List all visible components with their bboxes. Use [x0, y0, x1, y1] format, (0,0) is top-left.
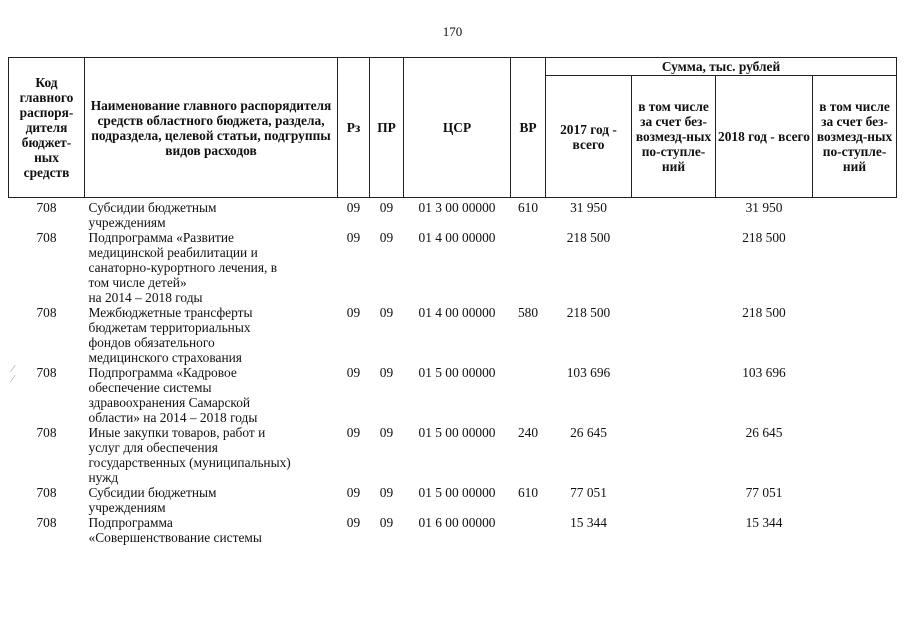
cell-2017-total: 31 950 — [570, 200, 607, 215]
cell-2018-total: 26 645 — [745, 425, 783, 440]
cell-name-line: медицинской реабилитации и — [88, 245, 258, 260]
table-row — [9, 198, 897, 231]
cell-2017-grant — [632, 485, 716, 515]
cell-2018-grant — [813, 515, 897, 545]
cell-2018-total: 15 344 — [745, 515, 783, 530]
header-2018-grant: в том числе за счет без-возмезд-ных по-ступле-ний — [813, 76, 897, 198]
cell-name-line: области» на 2014 – 2018 годы — [88, 410, 258, 425]
cell-code: 708 — [36, 230, 57, 245]
cell-name — [85, 198, 338, 231]
cell-2018-total: 218 500 — [742, 230, 786, 245]
header-vr: ВР — [511, 58, 546, 198]
cell-name — [85, 425, 338, 485]
table-row — [9, 515, 897, 545]
cell-pr: 09 — [379, 425, 394, 440]
cell-code: 708 — [36, 425, 57, 440]
cell-name-line: медицинского страхования — [88, 350, 242, 365]
cell-vr — [511, 365, 546, 425]
cell-rz: 09 — [346, 515, 361, 530]
cell-rz: 09 — [346, 485, 361, 500]
cell-pr: 09 — [379, 485, 394, 500]
cell-name-line: на 2014 – 2018 годы — [88, 290, 203, 305]
cell-vr — [511, 515, 546, 545]
cell-code: 708 — [36, 365, 57, 380]
cell-name — [85, 515, 338, 545]
cell-name-line: государственных (муниципальных) — [88, 455, 291, 470]
cell-pr: 09 — [379, 305, 394, 320]
cell-2018-grant — [813, 365, 897, 425]
cell-name-line: санаторно-курортного лечения, в — [88, 260, 278, 275]
page-number: 170 — [442, 24, 463, 39]
cell-2017-grant — [632, 425, 716, 485]
cell-code: 708 — [36, 305, 57, 320]
cell-pr: 09 — [379, 515, 394, 530]
cell-code: 708 — [36, 515, 57, 530]
cell-pr: 09 — [379, 200, 394, 215]
table-row — [9, 230, 897, 305]
cell-name-line: том числе детей» — [88, 275, 187, 290]
cell-name-line: Подпрограмма «Кадровое — [88, 365, 237, 380]
cell-name-line: услуг для обеспечения — [88, 440, 218, 455]
cell-2017-grant — [632, 198, 716, 231]
table-row — [9, 365, 897, 425]
cell-rz: 09 — [346, 425, 361, 440]
cell-name-line: Субсидии бюджетным — [88, 485, 217, 500]
scan-artifact: ⁄ ⁄ — [12, 364, 14, 385]
cell-2017-grant — [632, 305, 716, 365]
table-body — [9, 198, 897, 546]
cell-name — [85, 230, 338, 305]
cell-2017-total: 77 051 — [570, 485, 607, 500]
cell-name-line: Межбюджетные трансферты — [88, 305, 253, 320]
cell-2018-grant — [813, 305, 897, 365]
cell-csr: 01 3 00 00000 — [418, 200, 496, 215]
cell-vr: 610 — [517, 200, 539, 215]
cell-name-line: «Совершенствование системы — [88, 530, 262, 545]
cell-rz: 09 — [346, 230, 361, 245]
cell-2017-total: 26 645 — [570, 425, 607, 440]
cell-csr: 01 5 00 00000 — [418, 425, 496, 440]
cell-name-line: учреждениям — [88, 215, 166, 230]
table-header — [9, 58, 897, 198]
cell-name-line: Подпрограмма — [88, 515, 173, 530]
cell-name — [85, 485, 338, 515]
cell-2018-grant — [813, 198, 897, 231]
header-2017-grant: в том числе за счет без-возмезд-ных по-ступле-ний — [632, 76, 716, 198]
cell-name-line: нужд — [88, 470, 119, 485]
header-pr: ПР — [370, 58, 404, 198]
cell-2018-total: 103 696 — [742, 365, 786, 380]
header-rz: Рз — [338, 58, 370, 198]
cell-name-line: Подпрограмма «Развитие — [88, 230, 234, 245]
cell-csr: 01 4 00 00000 — [418, 230, 496, 245]
cell-name-line: учреждениям — [88, 500, 166, 515]
header-sum-group: Сумма, тыс. рублей — [546, 58, 897, 76]
cell-2017-grant — [632, 365, 716, 425]
table-row — [9, 425, 897, 485]
cell-name-line: здравоохранения Самарской — [88, 395, 251, 410]
cell-rz: 09 — [346, 305, 361, 320]
cell-2018-total: 77 051 — [745, 485, 783, 500]
cell-name — [85, 305, 338, 365]
cell-vr: 240 — [517, 425, 539, 440]
cell-2017-total: 103 696 — [566, 365, 611, 380]
cell-2018-total: 31 950 — [745, 200, 783, 215]
header-2018-total: 2018 год - всего — [716, 76, 813, 198]
cell-csr: 01 6 00 00000 — [418, 515, 496, 530]
cell-vr — [511, 230, 546, 305]
cell-csr: 01 5 00 00000 — [418, 365, 496, 380]
cell-2017-grant — [632, 230, 716, 305]
cell-2017-total: 15 344 — [570, 515, 607, 530]
cell-2018-total: 218 500 — [742, 305, 786, 320]
cell-2017-total: 218 500 — [566, 230, 611, 245]
budget-table — [8, 57, 897, 545]
cell-rz: 09 — [346, 200, 361, 215]
cell-2017-grant — [632, 515, 716, 545]
cell-name-line: Иные закупки товаров, работ и — [88, 425, 266, 440]
header-csr: ЦСР — [404, 58, 511, 198]
cell-csr: 01 5 00 00000 — [418, 485, 496, 500]
cell-pr: 09 — [379, 365, 394, 380]
cell-name-line: Субсидии бюджетным — [88, 200, 217, 215]
cell-2018-grant — [813, 230, 897, 305]
cell-2018-grant — [813, 485, 897, 515]
table-row — [9, 485, 897, 515]
cell-2018-grant — [813, 425, 897, 485]
cell-name — [85, 365, 338, 425]
cell-code: 708 — [36, 485, 57, 500]
cell-2017-total: 218 500 — [566, 305, 611, 320]
cell-csr: 01 4 00 00000 — [418, 305, 496, 320]
cell-name-line: бюджетам территориальных — [88, 320, 251, 335]
cell-name-line: фондов обязательного — [88, 335, 215, 350]
header-2017-total: 2017 год - всего — [546, 76, 632, 198]
cell-name-line: обеспечение системы — [88, 380, 212, 395]
header-name: Наименование главного распорядителя средств областного бюджета, раздела, подраздела, целевой статьи, подгруппы видов расходов — [85, 58, 338, 198]
cell-code: 708 — [36, 200, 57, 215]
table-row — [9, 305, 897, 365]
cell-pr: 09 — [379, 230, 394, 245]
header-code: Код главного распоря-дителя бюджет-ных средств — [9, 58, 85, 198]
cell-rz: 09 — [346, 365, 361, 380]
cell-vr: 610 — [517, 485, 539, 500]
cell-vr: 580 — [517, 305, 539, 320]
